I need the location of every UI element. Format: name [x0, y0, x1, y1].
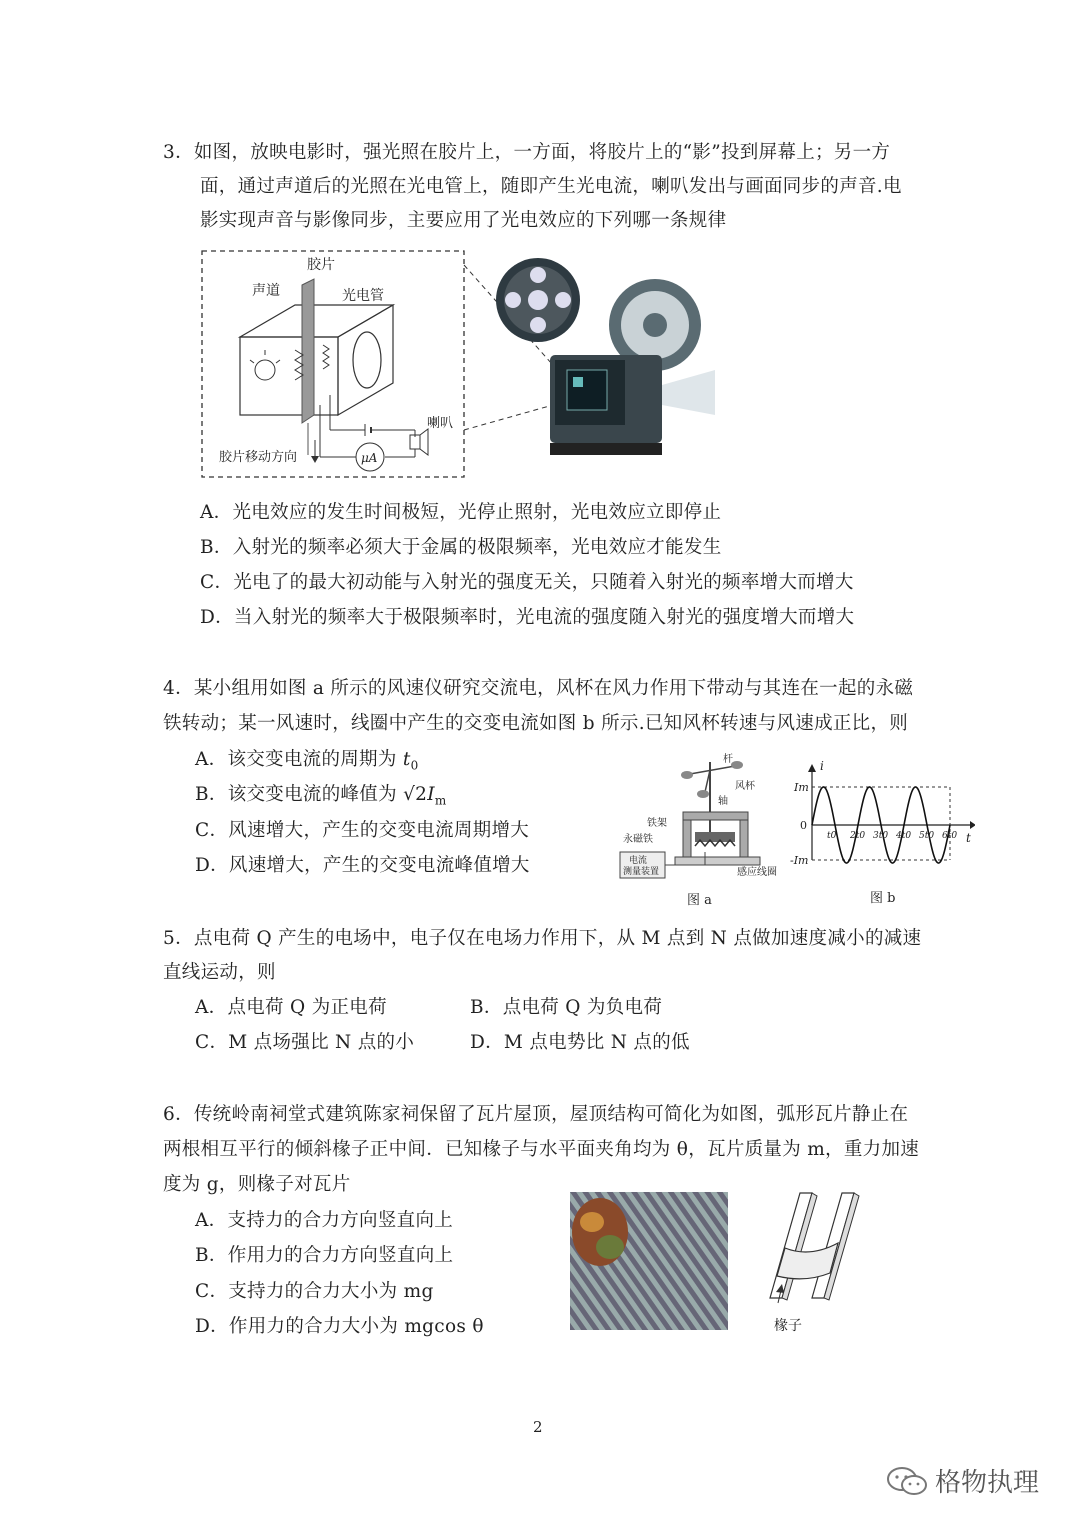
q3-stem-line3: 影实现声音与影像同步，主要应用了光电效应的下列哪一条规律: [200, 210, 727, 231]
svg-text:感应线圈: 感应线圈: [737, 867, 777, 878]
tick-label: 6t0: [942, 831, 958, 841]
ac-current-graph: [790, 760, 975, 910]
q6-roof-photo: [570, 1192, 728, 1330]
svg-text:0: 0: [800, 819, 807, 832]
svg-text:i: i: [820, 760, 824, 773]
watermark: [885, 1462, 1039, 1499]
page-number: 2: [533, 1418, 543, 1436]
q6-stem-line1: 6．传统岭南祠堂式建筑陈家祠保留了瓦片屋顶，屋顶结构可简化为如图，弧形瓦片静止在: [163, 1104, 909, 1125]
q6-stem-line3: 度为 g，则椽子对瓦片: [163, 1174, 351, 1195]
q6-rafter-diagram: [760, 1188, 870, 1338]
q5-option-c: C．M 点场强比 N 点的小: [195, 1032, 415, 1053]
tick-label: 3t0: [873, 831, 889, 841]
label-soundtrack: 声道: [252, 283, 280, 299]
q3-option-c: C．光电了的最大初动能与入射光的强度无关，只随着入射光的频率增大而增大: [200, 572, 854, 593]
q5-option-d: D．M 点电势比 N 点的低: [470, 1032, 690, 1053]
label-speaker: 喇叭: [427, 416, 454, 431]
svg-text:铁架: 铁架: [647, 818, 667, 829]
q4-option-c: C．风速增大，产生的交变电流周期增大: [195, 820, 530, 841]
tick-label: 5t0: [919, 831, 935, 841]
svg-text:轴: 轴: [718, 796, 728, 807]
q3-option-b: B．入射光的频率必须大于金属的极限频率，光电效应才能发生: [200, 537, 722, 558]
label-film: 胶片: [307, 257, 335, 273]
svg-text:-Im: -Im: [790, 854, 809, 867]
q6-option-b: B．作用力的合力方向竖直向上: [195, 1245, 454, 1266]
q4-stem-line2: 铁转动；某一风速时，线圈中产生的交变电流如图 b 所示.已知风杯转速与风速成正比，则: [163, 713, 909, 734]
q3-stem-line2: 面，通过声道后的光照在光电管上，随即产生光电流，喇叭发出与画面同步的声音.电: [200, 176, 902, 197]
svg-text:杆: 杆: [723, 754, 733, 765]
q6-option-a: A．支持力的合力方向竖直向上: [195, 1210, 454, 1231]
q3-option-a: A．光电效应的发生时间极短，光停止照射，光电效应立即停止: [200, 502, 722, 523]
svg-text:风杯: 风杯: [735, 781, 755, 792]
caption-fig-a: 图 a: [687, 893, 712, 908]
q6-option-d: D．作用力的合力大小为 mgcos θ: [195, 1316, 484, 1337]
label-rafter: 椽子: [774, 1318, 802, 1334]
tick-label: 2t0: [850, 831, 866, 841]
caption-fig-b: 图 b: [870, 891, 896, 906]
q3-stem-line1: 3．如图，放映电影时，强光照在胶片上，一方面，将胶片上的“影”投到屏幕上；另一方: [163, 142, 891, 163]
film-projector-image: [496, 258, 715, 455]
q4-figure-b: [790, 760, 975, 910]
svg-text:测量装置: 测量装置: [623, 867, 660, 877]
q5-option-b: B．点电荷 Q 为负电荷: [470, 997, 663, 1018]
tick-label: 4t0: [896, 831, 912, 841]
label-phototube: 光电管: [342, 288, 384, 304]
svg-text:Im: Im: [794, 781, 809, 794]
tick-label: t0: [827, 831, 837, 841]
dashed-frame: [202, 251, 464, 477]
svg-text:永磁铁: 永磁铁: [623, 834, 653, 845]
q3-figure: [195, 245, 715, 485]
label-meter: μA: [361, 451, 378, 465]
watermark-text: 格物执理: [935, 1468, 1040, 1498]
q4-stem-line1: 4．某小组用如图 a 所示的风速仪研究交流电，风杯在风力作用下带动与其连在一起的永磁: [163, 678, 914, 699]
svg-text:电流: 电流: [629, 856, 648, 866]
q5-stem-line2: 直线运动，则: [163, 962, 276, 983]
q4-option-a: A．该交变电流的周期为 $t_0$: [195, 749, 419, 773]
q4-figure-a: [615, 752, 790, 912]
svg-text:t: t: [966, 831, 971, 845]
wechat-icon: [885, 1465, 929, 1497]
label-film-direction: 胶片移动方向: [219, 450, 298, 465]
q6-stem-line2: 两根相互平行的倾斜椽子正中间．已知椽子与水平面夹角均为 θ，瓦片质量为 m，重力加速: [163, 1139, 920, 1160]
q5-stem-line1: 5．点电荷 Q 产生的电场中，电子仅在电场力作用下，从 M 点到 N 点做加速度减小的减速: [163, 928, 922, 949]
q4-option-d: D．风速增大，产生的交变电流峰值增大: [195, 855, 530, 876]
q4-option-b: B．该交变电流的峰值为 $√2I_m$: [195, 784, 447, 808]
q6-option-c: C．支持力的合力大小为 mg: [195, 1281, 434, 1302]
q5-option-a: A．点电荷 Q 为正电荷: [195, 997, 387, 1018]
q3-option-d: D．当入射光的频率大于极限频率时，光电流的强度随入射光的强度增大而增大: [200, 607, 855, 628]
